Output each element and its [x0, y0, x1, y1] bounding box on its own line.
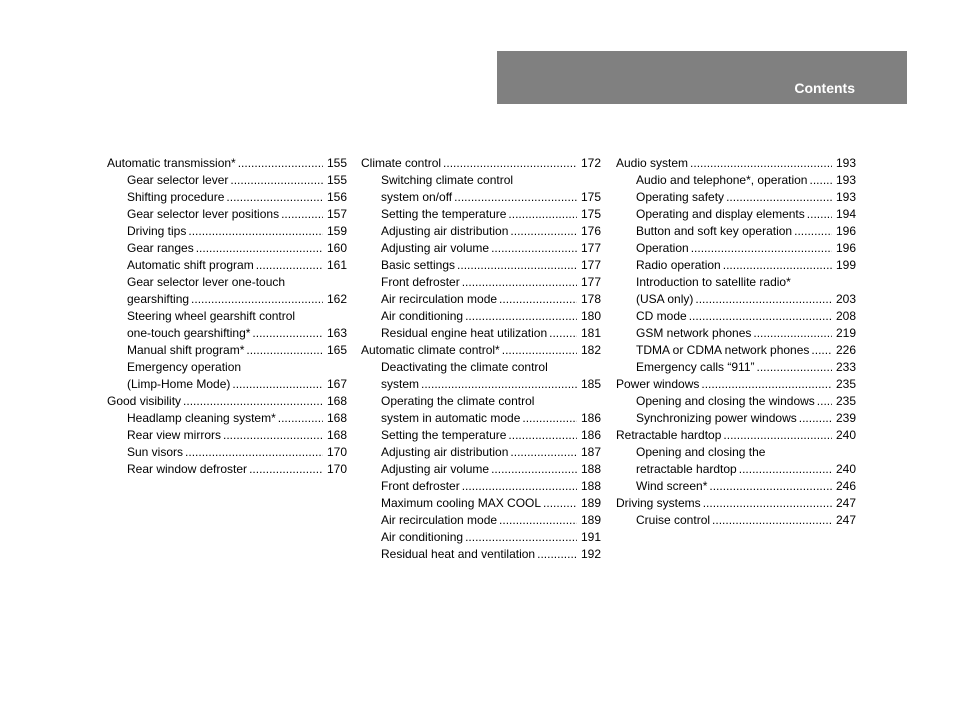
toc-entry-page: 178 — [580, 292, 601, 306]
dot-leader — [701, 376, 832, 393]
toc-entry-label: system — [381, 377, 420, 391]
toc-entry[interactable] — [616, 240, 856, 257]
toc-entry[interactable] — [361, 240, 601, 257]
toc-entry-page: 188 — [580, 462, 601, 476]
toc-entry-label: Switching climate control — [381, 173, 514, 187]
toc-entry-page: 239 — [835, 411, 856, 425]
toc-entry-page: 168 — [326, 428, 347, 442]
dot-leader — [491, 240, 577, 257]
toc-entry-page: 233 — [835, 360, 856, 374]
toc-entry-page: 159 — [326, 224, 347, 238]
toc-entry-page: 157 — [326, 207, 347, 221]
toc-entry-page: 186 — [580, 428, 601, 442]
toc-entry-label: retractable hardtop — [636, 462, 737, 476]
toc-entry[interactable] — [107, 172, 347, 189]
toc-entry-label: system in automatic mode — [381, 411, 521, 425]
toc-entry-label: Steering wheel gearshift control — [127, 309, 296, 323]
toc-entry-label: gearshifting — [127, 292, 190, 306]
toc-entry-page: 187 — [580, 445, 601, 459]
toc-entry-page: 185 — [580, 377, 601, 391]
dot-leader — [421, 376, 577, 393]
toc-entry-label: Front defroster — [381, 275, 460, 289]
toc-entry[interactable] — [361, 512, 601, 529]
toc-entry[interactable] — [361, 172, 601, 189]
dot-leader — [508, 206, 577, 223]
dot-leader — [695, 291, 832, 308]
toc-entry-label: Rear window defroster — [127, 462, 248, 476]
toc-entry-label: Air recirculation mode — [381, 513, 498, 527]
toc-entry-label: Introduction to satellite radio* — [636, 275, 791, 289]
toc-entry-label: Adjusting air volume — [381, 462, 490, 476]
toc-entry-page: 155 — [326, 156, 347, 170]
toc-entry-page: 172 — [580, 156, 601, 170]
toc-entry[interactable] — [361, 529, 601, 546]
dot-leader — [811, 342, 832, 359]
toc-entry[interactable] — [616, 512, 856, 529]
dot-leader — [249, 461, 323, 478]
dot-leader — [537, 546, 577, 563]
toc-entry-page: 167 — [326, 377, 347, 391]
dot-leader — [522, 410, 577, 427]
toc-entry[interactable] — [361, 427, 601, 444]
toc-entry-label: Adjusting air distribution — [381, 445, 509, 459]
toc-entry-label: Adjusting air distribution — [381, 224, 509, 238]
toc-entry[interactable] — [361, 342, 601, 359]
toc-entry-page: 193 — [835, 173, 856, 187]
dot-leader — [690, 155, 832, 172]
toc-entry-label: Residual engine heat utilization — [381, 326, 548, 340]
toc-entry[interactable] — [361, 291, 601, 308]
toc-entry-label: Adjusting air volume — [381, 241, 490, 255]
toc-entry-page: 235 — [835, 377, 856, 391]
toc-entry[interactable] — [107, 410, 347, 427]
toc-entry[interactable] — [107, 155, 347, 172]
toc-entry-label: Automatic transmission* — [107, 156, 236, 170]
toc-entry-page: 193 — [835, 190, 856, 204]
toc-entry[interactable] — [616, 172, 856, 189]
toc-entry-label: Cruise control — [636, 513, 711, 527]
toc-entry[interactable] — [361, 444, 601, 461]
dot-leader — [454, 189, 577, 206]
toc-entry[interactable] — [616, 325, 856, 342]
toc-entry-label: Automatic climate control* — [361, 343, 500, 357]
toc-entry-label: Air conditioning — [381, 309, 464, 323]
toc-entry-page: 177 — [580, 241, 601, 255]
toc-column-2 — [361, 155, 601, 563]
dot-leader — [753, 325, 832, 342]
dot-leader — [510, 223, 577, 240]
toc-entry[interactable] — [107, 325, 347, 342]
toc-entry[interactable] — [616, 376, 856, 393]
toc-entry-label: Climate control — [361, 156, 442, 170]
toc-entry-page: 168 — [326, 394, 347, 408]
toc-entry-page: 240 — [835, 462, 856, 476]
toc-entry[interactable] — [107, 257, 347, 274]
toc-entry[interactable] — [361, 308, 601, 325]
toc-entry-label: Emergency calls “911” — [636, 360, 755, 374]
toc-entry-page: 165 — [326, 343, 347, 357]
toc-entry[interactable] — [107, 444, 347, 461]
dot-leader — [691, 240, 832, 257]
toc-entry[interactable] — [616, 257, 856, 274]
toc-entry-label: Opening and closing the — [636, 445, 766, 459]
toc-entry-page: 193 — [835, 156, 856, 170]
toc-entry[interactable] — [616, 427, 856, 444]
toc-entry-page: 175 — [580, 207, 601, 221]
toc-entry-label: Sun visors — [127, 445, 184, 459]
toc-entry-page: 168 — [326, 411, 347, 425]
dot-leader — [709, 478, 832, 495]
toc-entry-page: 156 — [326, 190, 347, 204]
toc-entry-label: Audio system — [616, 156, 689, 170]
toc-entry-label: Manual shift program* — [127, 343, 245, 357]
toc-entry-label: Audio and telephone*, operation — [636, 173, 808, 187]
toc-entry-page: 161 — [326, 258, 347, 272]
toc-entry-label: Deactivating the climate control — [381, 360, 548, 374]
dot-leader — [223, 427, 323, 444]
dot-leader — [191, 291, 323, 308]
dot-leader — [232, 376, 323, 393]
toc-entry-label: Operating the climate control — [381, 394, 535, 408]
dot-leader — [499, 291, 577, 308]
toc-entry-label: Gear selector lever one-touch — [127, 275, 286, 289]
dot-leader — [543, 495, 577, 512]
toc-entry-page: 203 — [835, 292, 856, 306]
dot-leader — [281, 206, 323, 223]
toc-entry-page: 162 — [326, 292, 347, 306]
toc-entry-page: 170 — [326, 462, 347, 476]
toc-entry[interactable] — [107, 376, 347, 393]
toc-entry-label: Driving tips — [127, 224, 187, 238]
dot-leader — [757, 359, 833, 376]
header-bar — [497, 51, 907, 104]
toc-entry[interactable] — [616, 478, 856, 495]
dot-leader — [462, 478, 577, 495]
toc-entry[interactable] — [361, 325, 601, 342]
dot-leader — [703, 495, 832, 512]
toc-entry-label: Button and soft key operation — [636, 224, 793, 238]
dot-leader — [499, 512, 577, 529]
toc-entry[interactable] — [107, 291, 347, 308]
dot-leader — [185, 444, 323, 461]
dot-leader — [807, 206, 832, 223]
dot-leader — [443, 155, 577, 172]
toc-entry-page: 196 — [835, 241, 856, 255]
toc-entry-label: Good visibility — [107, 394, 182, 408]
toc-column-1 — [107, 155, 347, 478]
toc-entry-label: Opening and closing the windows — [636, 394, 815, 408]
dot-leader — [230, 172, 323, 189]
dot-leader — [462, 274, 577, 291]
toc-entry[interactable] — [107, 461, 347, 478]
toc-entry[interactable] — [107, 206, 347, 223]
toc-entry-label: Basic settings — [381, 258, 456, 272]
toc-entry[interactable] — [361, 274, 601, 291]
toc-entry[interactable] — [361, 478, 601, 495]
toc-entry-label: (USA only) — [636, 292, 694, 306]
dot-leader — [491, 461, 577, 478]
toc-entry-page: 160 — [326, 241, 347, 255]
toc-entry[interactable] — [361, 257, 601, 274]
toc-entry-label: Gear ranges — [127, 241, 194, 255]
toc-column-3 — [616, 155, 856, 529]
toc-entry-label: Air recirculation mode — [381, 292, 498, 306]
toc-entry-label: Setting the temperature — [381, 207, 507, 221]
dot-leader — [246, 342, 323, 359]
toc-entry[interactable] — [361, 461, 601, 478]
toc-entry-label: Air conditioning — [381, 530, 464, 544]
toc-entry-page: 196 — [835, 224, 856, 238]
toc-entry-label: GSM network phones — [636, 326, 752, 340]
toc-entry-label: system on/off — [381, 190, 453, 204]
dot-leader — [723, 257, 832, 274]
toc-entry-label: Headlamp cleaning system* — [127, 411, 276, 425]
toc-entry-label: Rear view mirrors — [127, 428, 222, 442]
toc-entry[interactable] — [107, 189, 347, 206]
toc-entry[interactable] — [361, 393, 601, 410]
dot-leader — [196, 240, 323, 257]
toc-entry-label: Residual heat and ventilation — [381, 547, 536, 561]
toc-entry-page: 182 — [580, 343, 601, 357]
toc-entry[interactable] — [361, 410, 601, 427]
toc-entry[interactable] — [616, 410, 856, 427]
dot-leader — [817, 393, 832, 410]
dot-leader — [549, 325, 577, 342]
toc-entry[interactable] — [107, 427, 347, 444]
toc-entry-label: CD mode — [636, 309, 687, 323]
toc-entry-label: Operating and display elements — [636, 207, 805, 221]
toc-entry[interactable] — [616, 444, 856, 461]
toc-entry-page: 176 — [580, 224, 601, 238]
toc-entry[interactable] — [107, 274, 347, 291]
toc-entry[interactable] — [107, 342, 347, 359]
toc-entry-label: Synchronizing power windows — [636, 411, 797, 425]
toc-entry[interactable] — [616, 359, 856, 376]
dot-leader — [799, 410, 832, 427]
toc-entry-page: 188 — [580, 479, 601, 493]
toc-entry-label: Front defroster — [381, 479, 460, 493]
dot-leader — [238, 155, 323, 172]
toc-entry[interactable] — [361, 546, 601, 563]
toc-entry-label: Gear selector lever — [127, 173, 229, 187]
toc-entry-label: Radio operation — [636, 258, 721, 272]
dot-leader — [465, 529, 577, 546]
toc-entry[interactable] — [361, 155, 601, 172]
toc-entry-label: (Limp-Home Mode) — [127, 377, 231, 391]
toc-entry-label: Maximum cooling MAX COOL — [381, 496, 542, 510]
toc-entry[interactable] — [616, 495, 856, 512]
toc-entry-label: Retractable hardtop — [616, 428, 722, 442]
toc-entry-label: Operating safety — [636, 190, 725, 204]
toc-entry[interactable] — [361, 359, 601, 376]
toc-entry-label: Setting the temperature — [381, 428, 507, 442]
toc-entry-page: 191 — [580, 530, 601, 544]
toc-entry-label: Operation — [636, 241, 689, 255]
toc-entry-page: 181 — [580, 326, 601, 340]
toc-entry-label: Emergency operation — [127, 360, 242, 374]
toc-entry[interactable] — [107, 240, 347, 257]
toc-entry-page: 155 — [326, 173, 347, 187]
toc-entry-page: 189 — [580, 513, 601, 527]
dot-leader — [689, 308, 832, 325]
toc-entry[interactable] — [107, 393, 347, 410]
toc-entry-label: Gear selector lever positions — [127, 207, 280, 221]
toc-entry[interactable] — [616, 223, 856, 240]
toc-entry-label: Shifting procedure — [127, 190, 225, 204]
toc-entry-page: 189 — [580, 496, 601, 510]
toc-entry[interactable] — [616, 461, 856, 478]
dot-leader — [278, 410, 323, 427]
toc-entry-label: one-touch gearshifting* — [127, 326, 251, 340]
toc-entry-page: 247 — [835, 496, 856, 510]
toc-entry[interactable] — [616, 155, 856, 172]
dot-leader — [712, 512, 832, 529]
toc-entry-page: 199 — [835, 258, 856, 272]
toc-entry-page: 163 — [326, 326, 347, 340]
toc-entry[interactable] — [107, 223, 347, 240]
toc-entry-page: 175 — [580, 190, 601, 204]
toc-entry-page: 219 — [835, 326, 856, 340]
toc-entry[interactable] — [107, 359, 347, 376]
dot-leader — [457, 257, 577, 274]
dot-leader — [252, 325, 323, 342]
toc-entry-page: 177 — [580, 258, 601, 272]
toc-entry-label: Automatic shift program — [127, 258, 254, 272]
dot-leader — [256, 257, 323, 274]
toc-entry[interactable] — [361, 189, 601, 206]
toc-entry-page: 177 — [580, 275, 601, 289]
toc-entry-page: 235 — [835, 394, 856, 408]
toc-entry[interactable] — [107, 308, 347, 325]
toc-entry-page: 192 — [580, 547, 601, 561]
toc-entry-page: 246 — [835, 479, 856, 493]
dot-leader — [739, 461, 832, 478]
toc-entry[interactable] — [616, 393, 856, 410]
dot-leader — [809, 172, 832, 189]
dot-leader — [510, 444, 577, 461]
dot-leader — [794, 223, 832, 240]
toc-entry-page: 180 — [580, 309, 601, 323]
toc-entry[interactable] — [616, 206, 856, 223]
dot-leader — [502, 342, 577, 359]
toc-entry-label: Wind screen* — [636, 479, 708, 493]
page-title: Contents — [794, 80, 855, 96]
dot-leader — [226, 189, 323, 206]
toc-entry[interactable] — [361, 495, 601, 512]
toc-entry[interactable] — [616, 291, 856, 308]
dot-leader — [465, 308, 577, 325]
toc-entry-page: 186 — [580, 411, 601, 425]
dot-leader — [726, 189, 832, 206]
toc-entry-label: Power windows — [616, 377, 700, 391]
toc-entry-page: 226 — [835, 343, 856, 357]
toc-entry-page: 247 — [835, 513, 856, 527]
toc-entry[interactable] — [616, 274, 856, 291]
toc-entry[interactable] — [616, 308, 856, 325]
dot-leader — [723, 427, 832, 444]
toc-entry[interactable] — [361, 206, 601, 223]
toc-entry-page: 194 — [835, 207, 856, 221]
dot-leader — [508, 427, 577, 444]
toc-entry-page: 240 — [835, 428, 856, 442]
toc-entry[interactable] — [361, 376, 601, 393]
toc-entry-label: TDMA or CDMA network phones — [636, 343, 810, 357]
toc-entry-page: 208 — [835, 309, 856, 323]
toc-entry-page: 170 — [326, 445, 347, 459]
dot-leader — [188, 223, 323, 240]
toc-entry[interactable] — [616, 189, 856, 206]
dot-leader — [183, 393, 323, 410]
toc-entry-label: Driving systems — [616, 496, 701, 510]
toc-entry[interactable] — [616, 342, 856, 359]
toc-entry[interactable] — [361, 223, 601, 240]
